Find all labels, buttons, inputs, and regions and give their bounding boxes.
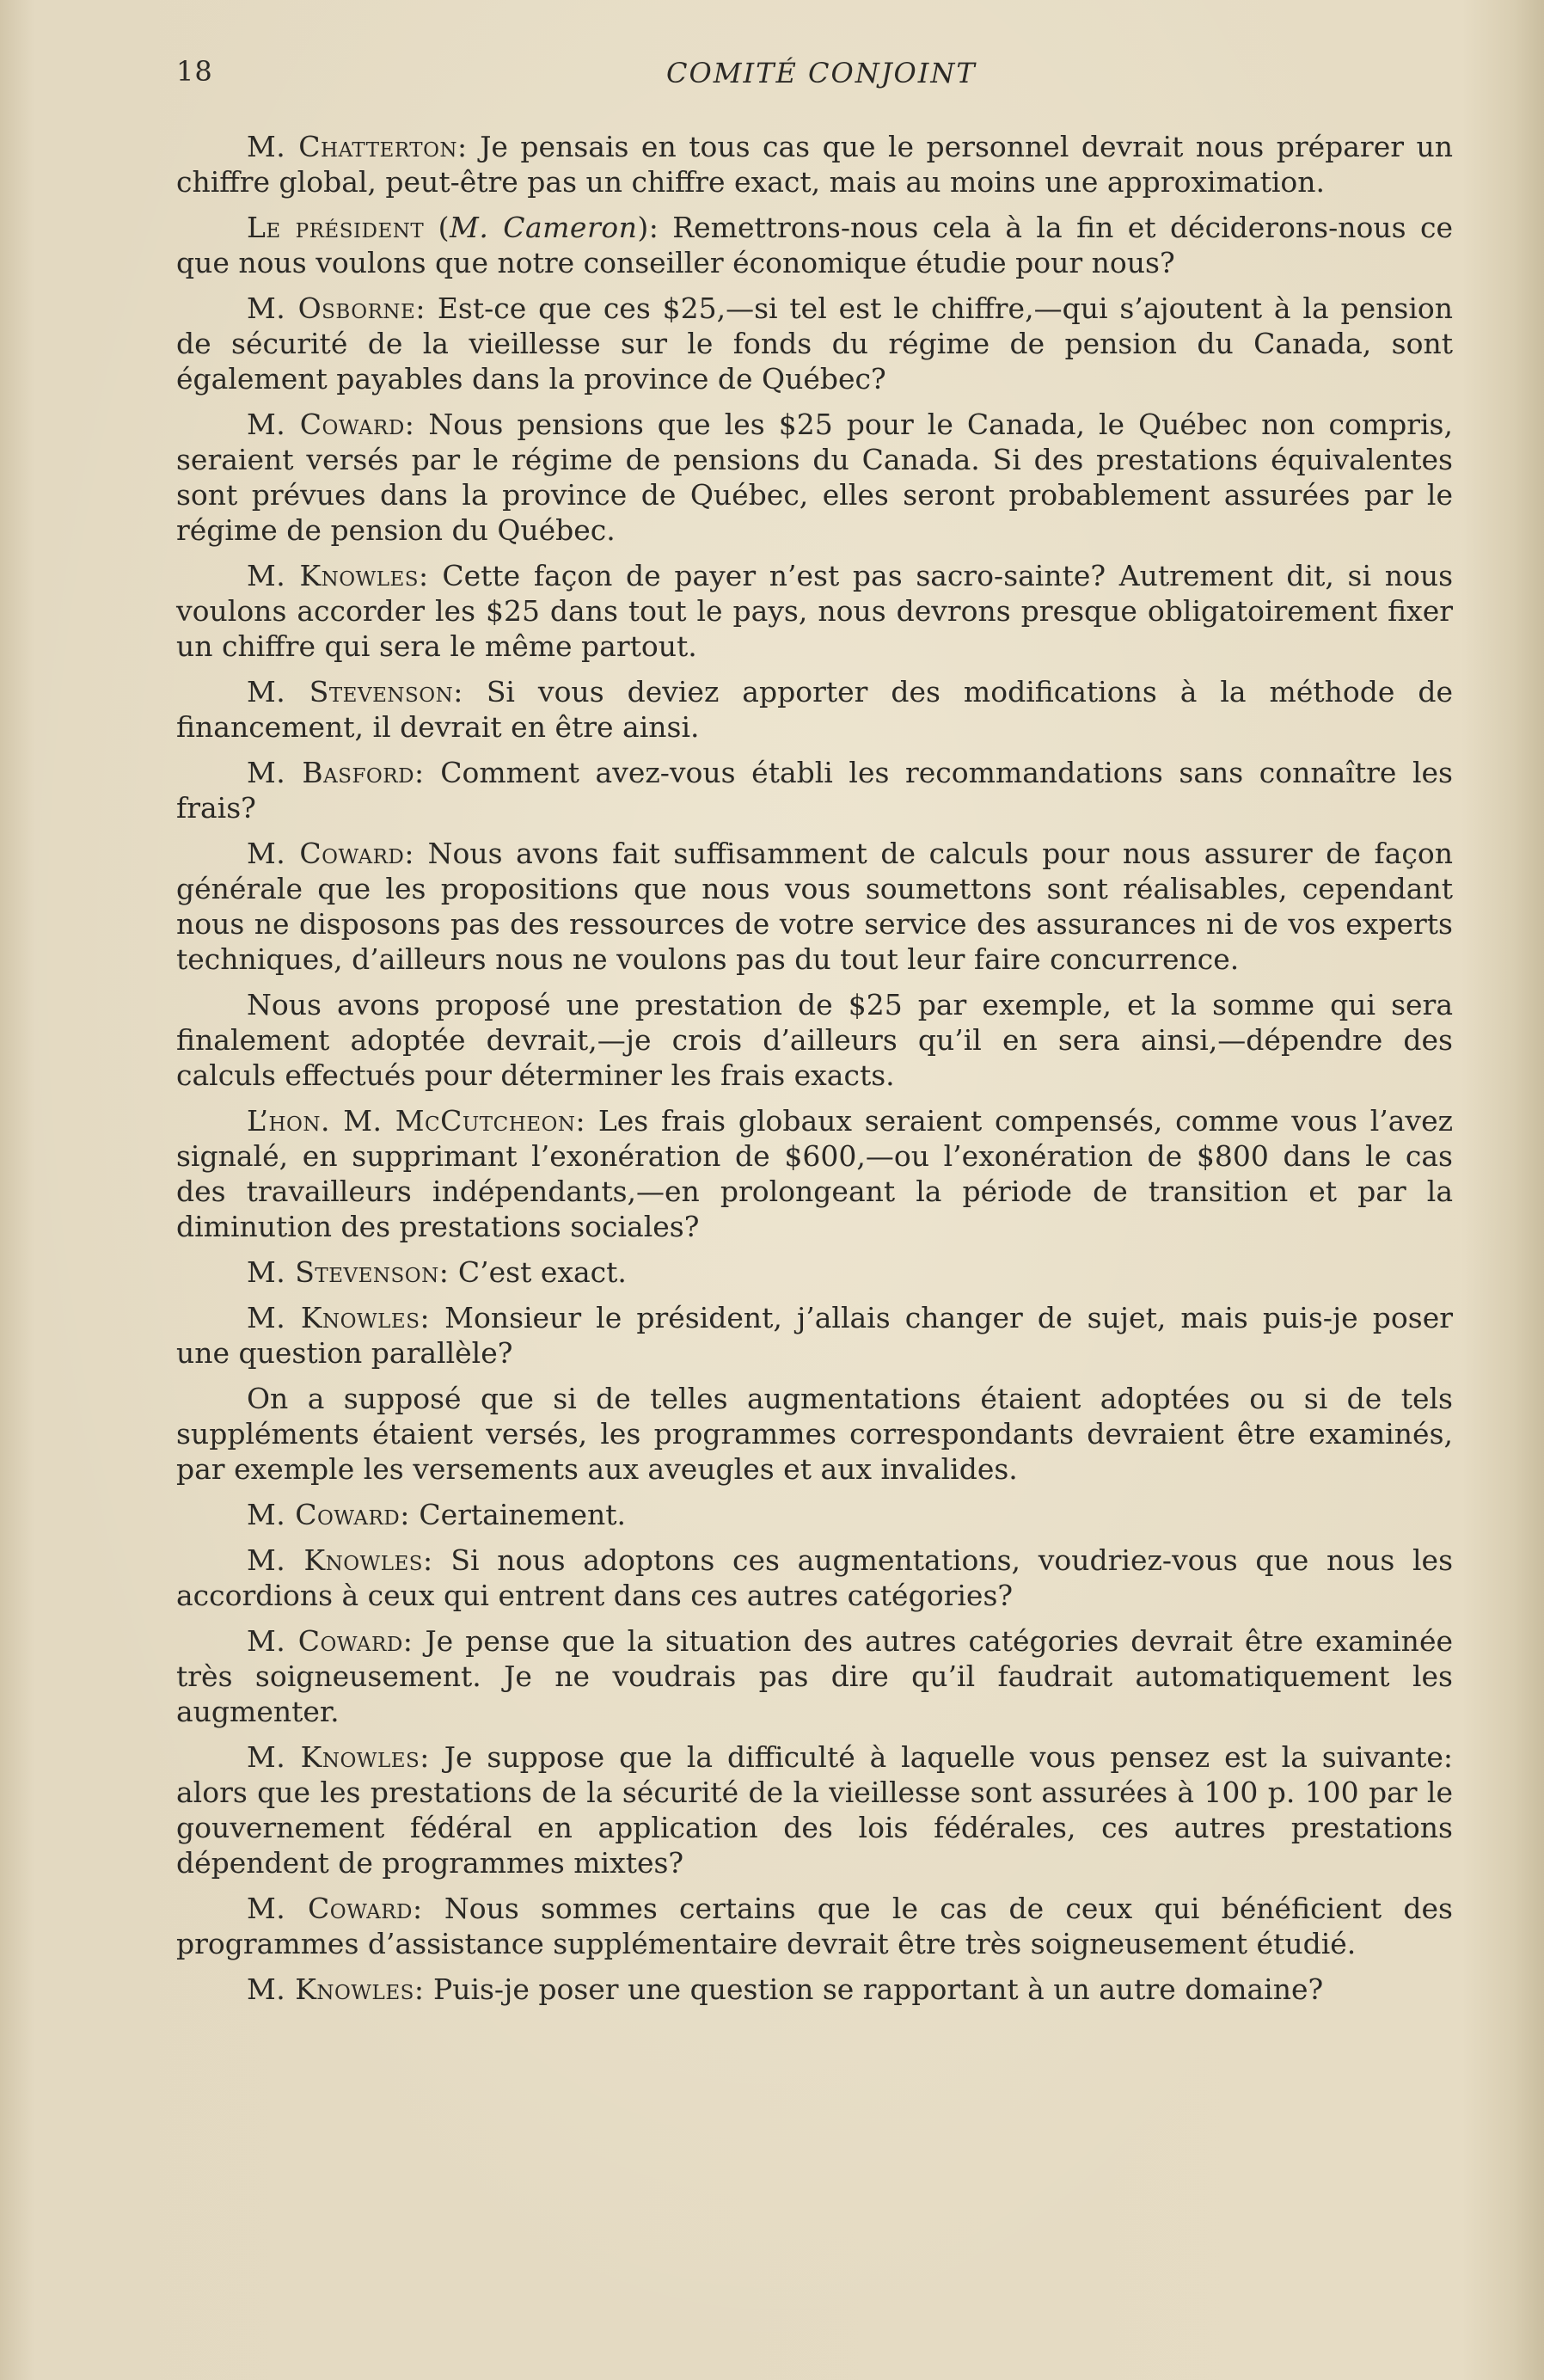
speaker-name: M. Knowles:: [247, 1301, 431, 1334]
paragraph: Le président (M. Cameron): Remettrons-nous cela à la fin et déciderons-nous ce que nous voulons que notre conseiller économique étudie pour nous?: [176, 211, 1453, 279]
paragraph: [176, 836, 1453, 977]
paragraph: [176, 1497, 1453, 1532]
speaker-name: M. Stevenson:: [247, 1255, 450, 1289]
paragraph: [176, 291, 1453, 396]
paragraph: [176, 674, 1453, 745]
paragraph-text: Je pense que la situation des autres catégories devrait être examinée très soigneusement. Je ne voudrais pas dire qu’il faudrait automatiquement les augmenter.: [176, 1624, 1453, 1728]
paragraph-text: Si nous adoptons ces augmentations, voudriez-vous que nous les accordions à ceux qui entrent dans ces autres catégories?: [176, 1543, 1453, 1612]
paragraph: [176, 755, 1453, 825]
paragraph-text: Cette façon de payer n’est pas sacro-sainte? Autrement dit, si nous voulons accorder les $25 dans tout le pays, nous devrons presque obligatoirement fixer un chiffre qui sera le même partout.: [176, 559, 1454, 663]
paragraph-text: Les frais globaux seraient compensés, comme vous l’avez signalé, en supprimant l’exonération de $600,—ou l’exonération de $800 dans le cas des travailleurs indépendants,—en prolongeant la période de transition et par la diminution des prestations sociales?: [176, 1104, 1453, 1243]
paragraph-text: Nous sommes certains que le cas de ceux qui bénéficient des programmes d’assistance supplémentaire devrait être très soigneusement étudié.: [176, 1892, 1453, 1960]
paragraph: [176, 1891, 1453, 1961]
paragraph: [176, 1972, 1453, 2007]
speaker-name: M. Coward:: [247, 408, 415, 441]
page-number: 18: [176, 55, 213, 88]
paragraph-text: Je suppose que la difficulté à laquelle vous pensez est la suivante: alors que les prestations de la sécurité de la vieillesse sont assurées à 100 p. 100 par le gouvernement fédéral en application des lois fédérales, ces autres prestations dépendent de programmes mixtes?: [176, 1740, 1454, 1880]
paragraph: [176, 407, 1453, 548]
speaker-name: M. Knowles:: [247, 559, 429, 592]
speaker-name: M. Coward:: [247, 837, 414, 870]
paragraph-text: Puis-je poser une question se rapportant à un autre domaine?: [432, 1972, 1324, 2006]
speaker-name: M. Osborne:: [247, 291, 426, 325]
speaker-name: M. Basford:: [247, 756, 425, 789]
paragraph: [176, 558, 1453, 664]
paragraph-text: : Remettrons-nous cela à la fin et déciderons-nous ce que nous voulons que notre conseiller économique étudie pour nous?: [176, 211, 1453, 279]
paragraph-text: Certainement.: [419, 1498, 627, 1531]
speaker-name: Le président: [247, 211, 425, 244]
speaker-name: M. Knowles:: [247, 1740, 430, 1774]
paragraph-text: Comment avez-vous établi les recommandations sans connaître les frais?: [176, 756, 1453, 825]
paragraph-text: Nous pensions que les $25 pour le Canada, le Québec non compris, seraient versés par le régime de pensions du Canada. Si des prestations équivalentes sont prévues dans la province de Québec, elles seront probablement assurées par le régime de pension du Québec.: [176, 408, 1453, 547]
paragraph: [176, 1381, 1453, 1487]
paragraph-text: Est-ce que ces $25,—si tel est le chiffre,—qui s’ajoutent à la pension de sécurité de la vieillesse sur le fonds du régime de pension du Canada, sont également payables dans la province de Québec?: [176, 291, 1453, 396]
paragraph: [176, 1103, 1453, 1244]
running-title: COMITÉ CONJOINT: [666, 57, 977, 89]
paragraph: [176, 1739, 1453, 1880]
speaker-name: M. Coward:: [247, 1498, 410, 1531]
paragraph-text: Si vous deviez apporter des modifications à la méthode de financement, il devrait en être ainsi.: [176, 675, 1454, 744]
speaker-name: M. Stevenson:: [247, 675, 463, 708]
paragraph: [176, 1543, 1453, 1613]
page-header: [176, 55, 1440, 98]
speaker-name: L’hon. M. McCutcheon:: [247, 1104, 586, 1138]
paragraph-text: Je pensais en tous cas que le personnel devrait nous préparer un chiffre global, peut-être pas un chiffre exact, mais au moins une approximation.: [176, 130, 1454, 199]
paragraph: [176, 987, 1453, 1093]
paragraph: [176, 1623, 1453, 1729]
transcript-body: [176, 129, 1453, 2017]
paragraph: [176, 1300, 1453, 1371]
paragraph-text: C’est exact.: [457, 1255, 627, 1289]
paragraph-text: On a supposé que si de telles augmentations étaient adoptées ou si de tels suppléments étaient versés, les programmes correspondants devraient être examinés, par exemple les versements aux aveugles et aux invalides.: [176, 1382, 1453, 1486]
speaker-name: M. Knowles:: [247, 1543, 433, 1577]
speaker-name: M. Chatterton:: [247, 130, 468, 163]
paragraph-text: Nous avons fait suffisamment de calculs pour nous assurer de façon générale que les propositions que nous vous soumettons sont réalisables, cependant nous ne disposons pas des ressources de votre service des assurances ni de vos experts techniques, d’ailleurs nous ne voulons pas du tout leur faire concurrence.: [176, 837, 1453, 976]
paragraph: [176, 129, 1453, 199]
speaker-name: M. Coward:: [247, 1624, 414, 1658]
paragraph-text: Nous avons proposé une prestation de $25 par exemple, et la somme qui sera finalement adoptée devrait,—je crois d’ailleurs qu’il en sera ainsi,—dépendre des calculs effectués pour déterminer les frais exacts.: [176, 988, 1453, 1092]
paragraph-text: Monsieur le président, j’allais changer de sujet, mais puis-je poser une question parallèle?: [176, 1301, 1454, 1370]
paragraph: [176, 1254, 1453, 1290]
speaker-name: M. Knowles:: [247, 1972, 425, 2006]
speaker-name-detail: M. Cameron: [450, 211, 638, 244]
speaker-name: M. Coward:: [247, 1892, 423, 1925]
